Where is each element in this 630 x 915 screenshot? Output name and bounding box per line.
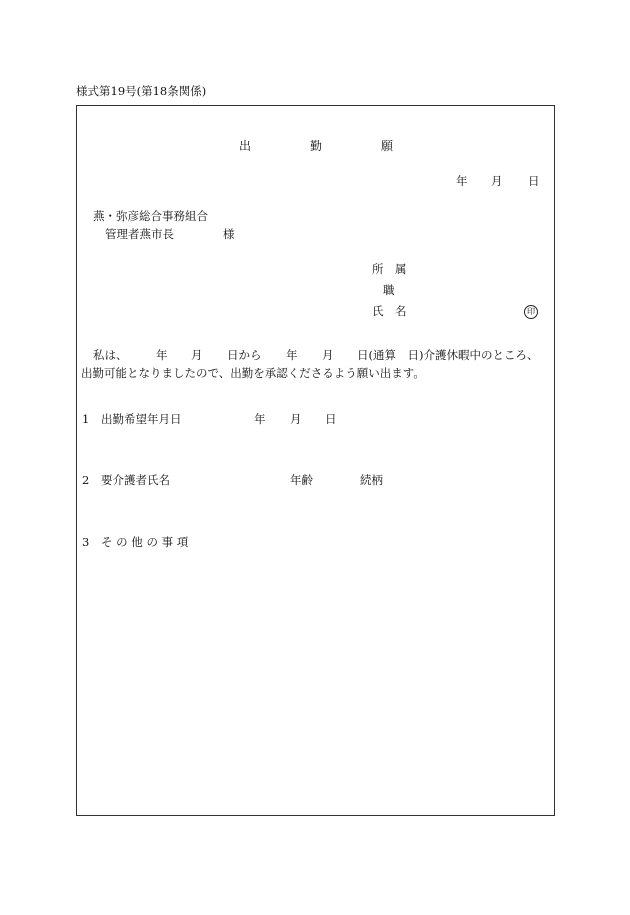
- item1-label: 出勤希望年月日: [101, 412, 182, 426]
- date-month: 月: [491, 174, 503, 188]
- body-day2: 日(通算 日)介護休暇中のところ、: [357, 348, 539, 362]
- title-char-1: 出: [239, 139, 252, 153]
- title-char-2: 勤: [310, 139, 323, 153]
- seal-mark: [524, 305, 538, 319]
- body-day1-from: 日から: [227, 348, 262, 362]
- item1-day: 日: [325, 412, 337, 426]
- date-day: 日: [528, 174, 540, 188]
- item1-month: 月: [290, 412, 302, 426]
- item1-number: 1: [82, 412, 90, 426]
- addressee-org: 燕・弥彦総合事務組合: [93, 209, 208, 223]
- item3-number: 3: [82, 535, 90, 549]
- item1-year: 年: [254, 412, 266, 426]
- applicant-name: 氏 名: [372, 304, 407, 318]
- form-number: 様式第19号(第18条関係): [76, 84, 207, 98]
- body-watashi: 私は、: [93, 348, 128, 362]
- body-line2: 出勤可能となりましたので、出勤を承認くださるよう願い出ます。: [81, 366, 425, 380]
- seal-icon: 印: [524, 305, 538, 319]
- title-char-3: 願: [381, 139, 394, 153]
- item2-age: 年齢: [290, 473, 313, 487]
- applicant-position: 職: [383, 283, 395, 297]
- addressee-sama: 様: [223, 227, 235, 241]
- date-year: 年: [456, 174, 468, 188]
- body-year2: 年: [286, 348, 298, 362]
- addressee-manager: 管理者燕市長: [105, 227, 174, 241]
- item3-label: そ の 他 の 事 項: [101, 535, 189, 549]
- body-month1: 月: [191, 348, 203, 362]
- applicant-affiliation: 所 属: [372, 262, 407, 276]
- item2-relation: 続柄: [360, 473, 383, 487]
- body-month2: 月: [322, 348, 334, 362]
- item2-label: 要介護者氏名: [101, 473, 170, 487]
- item2-number: 2: [82, 473, 90, 487]
- body-year1: 年: [156, 348, 168, 362]
